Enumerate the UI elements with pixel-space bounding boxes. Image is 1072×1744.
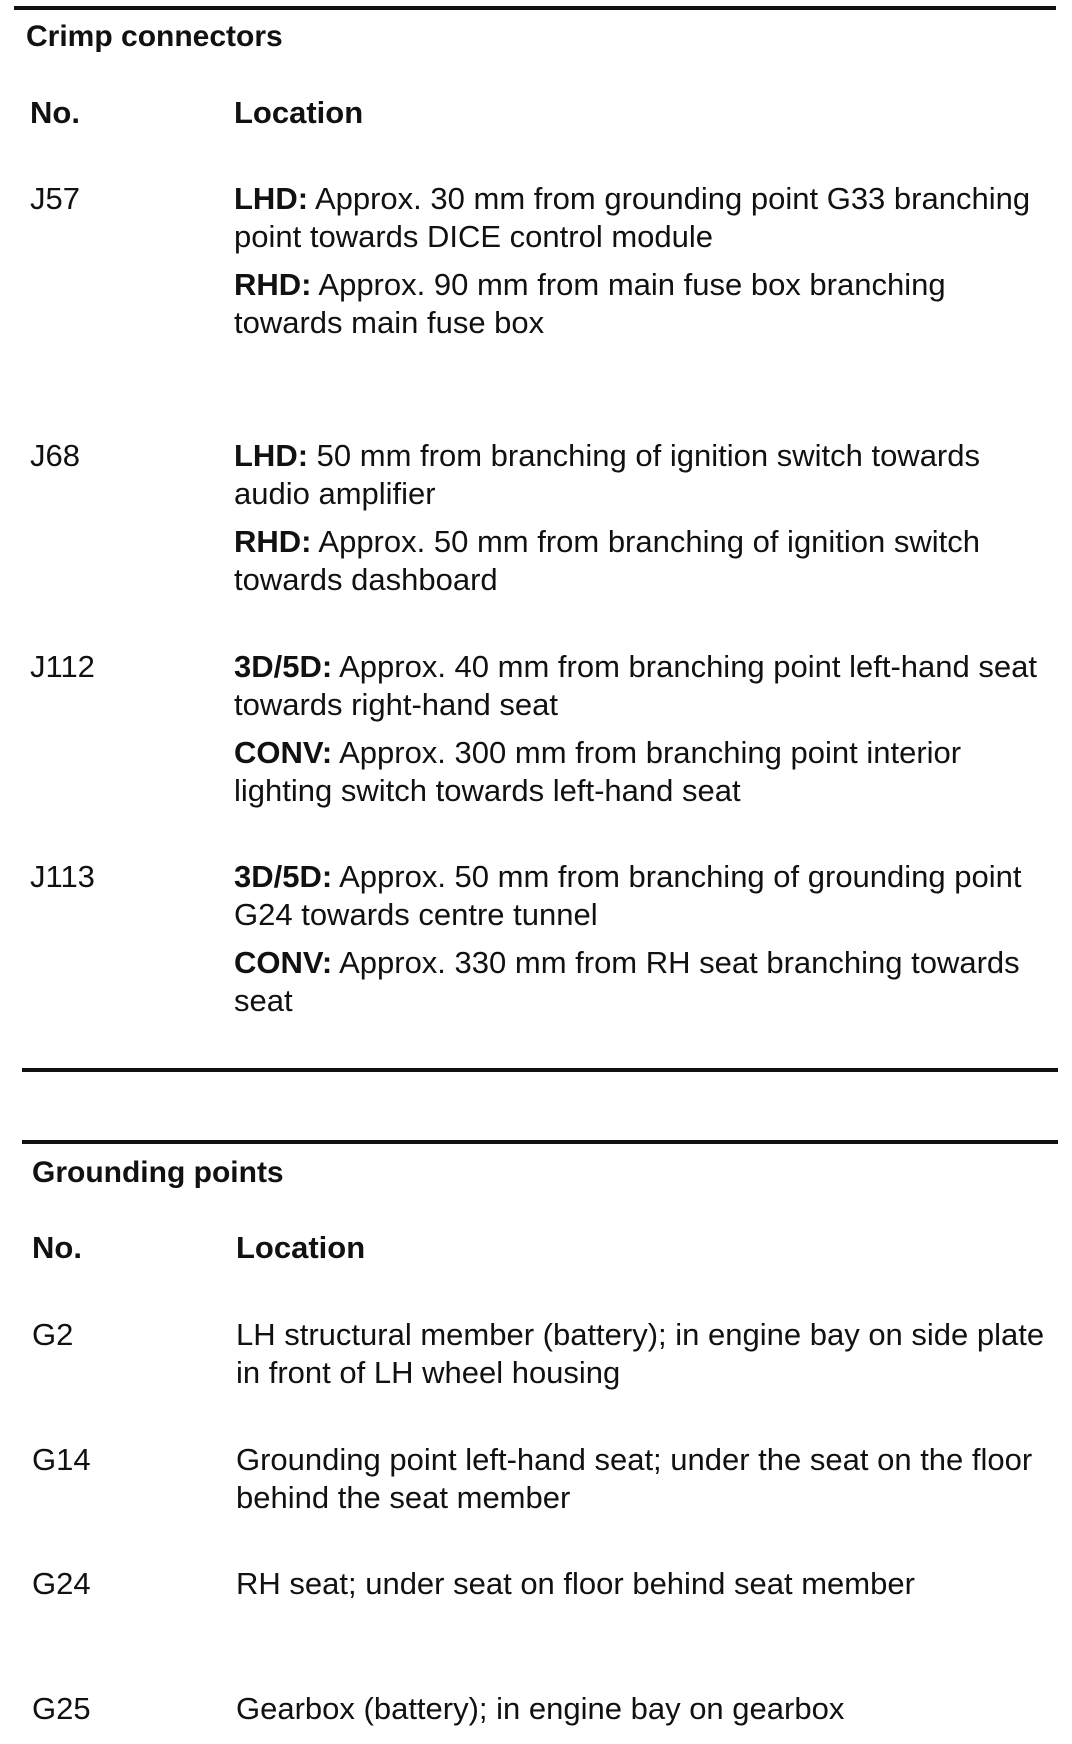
location-text: Approx. 40 mm from branching point left-hand seat towards right-hand seat: [234, 649, 1037, 722]
location-text: Approx. 330 mm from RH seat branching towards seat: [234, 945, 1020, 1018]
location-paragraph: [234, 944, 1054, 1020]
location-qualifier: RHD:: [234, 267, 312, 302]
crimp-row-no: J68: [30, 438, 80, 473]
grounding-row-location: RH seat; under seat on floor behind seat member: [236, 1566, 915, 1601]
crimp-row-no: J112: [30, 649, 95, 684]
crimp-section-title: Crimp connectors: [26, 20, 283, 53]
location-qualifier: 3D/5D:: [234, 859, 333, 894]
location-paragraph: [234, 437, 1054, 513]
grounding-section-title: Grounding points: [32, 1156, 284, 1189]
location-paragraph: [234, 648, 1054, 724]
location-qualifier: 3D/5D:: [234, 649, 333, 684]
location-paragraph: [234, 858, 1054, 934]
top-rule: [14, 6, 1056, 10]
location-text: Approx. 50 mm from branching of ignition switch towards dashboard: [234, 524, 981, 597]
crimp-row-location: [234, 648, 1054, 820]
grounding-row-no: G2: [32, 1317, 74, 1352]
location-qualifier: CONV:: [234, 945, 333, 980]
section-end-rule: [22, 1068, 1058, 1072]
grounding-row-no: G14: [32, 1442, 91, 1477]
location-text: Approx. 50 mm from branching of grounding point G24 towards centre tunnel: [234, 859, 1022, 932]
location-qualifier: RHD:: [234, 524, 312, 559]
location-paragraph: [234, 266, 1054, 342]
grounding-row-location: Grounding point left-hand seat; under the seat on the floor behind the seat member: [236, 1442, 1033, 1515]
grounding-row-location: Gearbox (battery); in engine bay on gearbox: [236, 1691, 845, 1726]
grounding-row-no: G25: [32, 1691, 91, 1726]
crimp-col-location-header: Location: [234, 95, 364, 130]
location-text: 50 mm from branching of ignition switch towards audio amplifier: [234, 438, 980, 511]
crimp-row-no: J57: [30, 181, 80, 216]
crimp-row-location: [234, 858, 1054, 1030]
grounding-row-location: LH structural member (battery); in engine bay on side plate in front of LH wheel housing: [236, 1317, 1045, 1390]
grounding-col-no-header: No.: [32, 1230, 82, 1265]
location-qualifier: CONV:: [234, 735, 333, 770]
grounding-row-no: G24: [32, 1566, 91, 1601]
location-paragraph: [234, 523, 1054, 599]
crimp-row-location: [234, 437, 1054, 609]
location-qualifier: LHD:: [234, 181, 309, 216]
location-text: Approx. 300 mm from branching point interior lighting switch towards left-hand seat: [234, 735, 962, 808]
location-text: Approx. 90 mm from main fuse box branching towards main fuse box: [234, 267, 946, 340]
location-text: Approx. 30 mm from grounding point G33 branching point towards DICE control module: [234, 181, 1031, 254]
section-start-rule: [22, 1140, 1058, 1144]
location-qualifier: LHD:: [234, 438, 309, 473]
crimp-row-location: [234, 180, 1054, 352]
location-paragraph: [234, 734, 1054, 810]
grounding-col-location-header: Location: [236, 1230, 366, 1265]
crimp-row-no: J113: [30, 859, 95, 894]
location-paragraph: [234, 180, 1054, 256]
crimp-col-no-header: No.: [30, 95, 80, 130]
